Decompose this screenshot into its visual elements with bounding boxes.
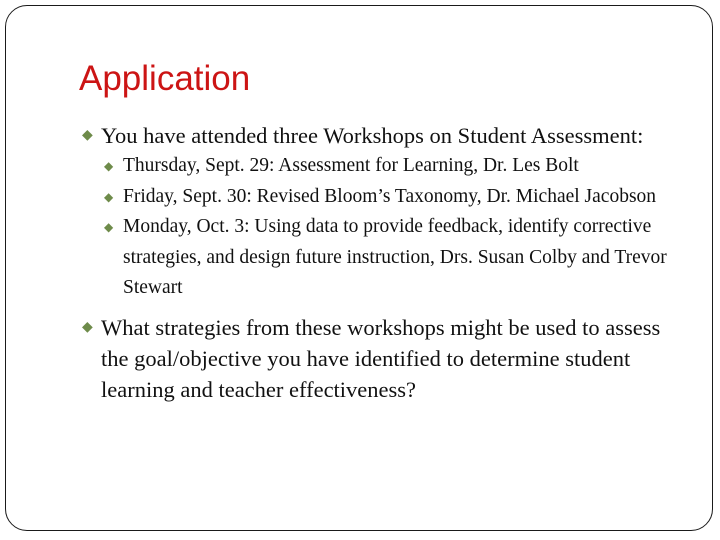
sub-bullet-text: Monday, Oct. 3: Using data to provide feedback, identify corrective strategies, and design future instruction, Drs. Susan Colby and Trevor Stewart <box>123 216 667 298</box>
sub-bullet-text: Friday, Sept. 30: Revised Bloom’s Taxonomy, Dr. Michael Jacobson <box>123 185 657 207</box>
bullet-text: What strategies from these workshops might be used to assess the goal/objective you have identified to determine student learning and teacher effectiveness? <box>101 314 661 402</box>
diamond-bullet-icon: ◆ <box>82 127 93 143</box>
sub-bullet-text: Thursday, Sept. 29: Assessment for Learning, Dr. Les Bolt <box>123 155 579 176</box>
slide-content <box>80 120 692 405</box>
sub-bullet-item <box>80 151 692 182</box>
bullet-item <box>80 120 692 151</box>
bullet-item <box>80 312 692 405</box>
diamond-bullet-icon: ◆ <box>104 220 114 234</box>
bullet-text: You have attended three Workshops on Student Assessment: <box>101 123 644 148</box>
slide-title: Application <box>79 59 251 98</box>
sub-bullet-item <box>80 182 692 213</box>
diamond-bullet-icon: ◆ <box>82 318 93 335</box>
diamond-bullet-icon: ◆ <box>104 189 114 204</box>
sub-bullet-item <box>80 212 692 304</box>
diamond-bullet-icon: ◆ <box>104 159 114 173</box>
